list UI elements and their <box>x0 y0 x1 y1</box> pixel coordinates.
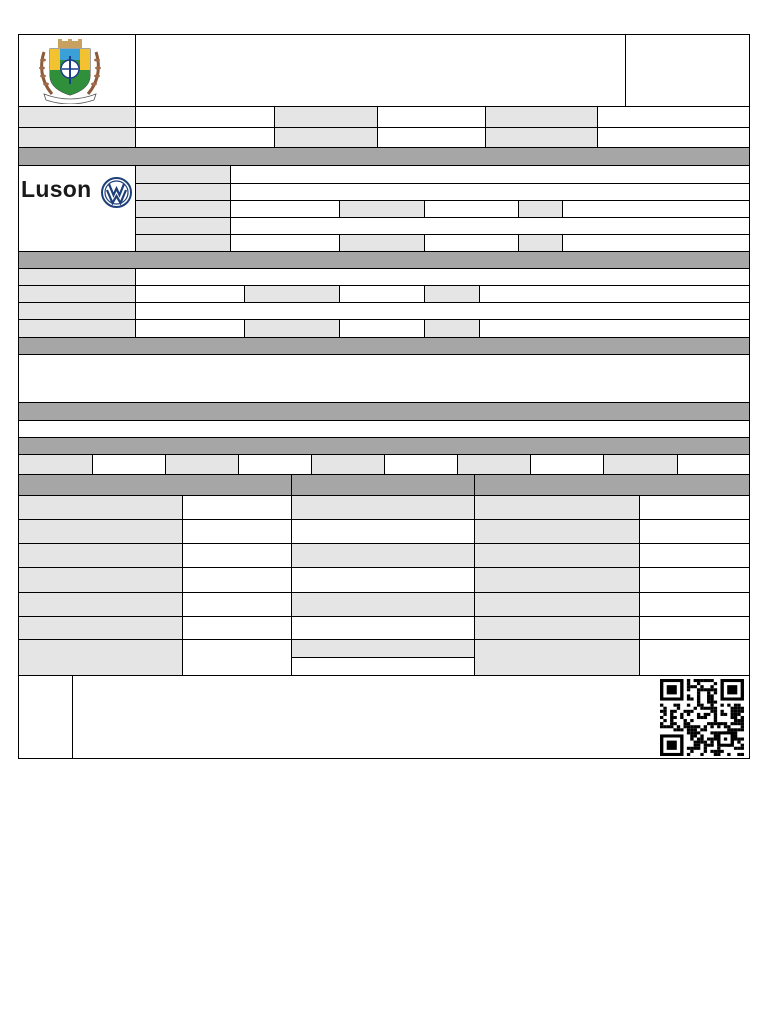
dealer-label-9 <box>519 235 562 252</box>
dealer-label-3 <box>136 201 230 218</box>
customer-label-1 <box>19 269 135 286</box>
municipal-crest-logo <box>38 38 102 104</box>
section-header-dealer <box>19 148 749 165</box>
values-mid-cell-5 <box>292 593 475 617</box>
customer-label-4 <box>424 286 479 303</box>
dealer-label-7 <box>136 235 230 252</box>
section-header-observations <box>19 403 749 420</box>
values-header-2 <box>292 475 475 496</box>
values-right-label-4 <box>475 568 639 593</box>
header-label-2 <box>275 107 377 128</box>
dealer-label-4 <box>340 201 424 218</box>
section-header-customer <box>19 252 749 269</box>
customer-label-8 <box>424 320 479 337</box>
vw-logo-icon <box>101 177 132 208</box>
vehicle-label-5 <box>603 455 677 475</box>
customer-label-7 <box>245 320 339 337</box>
values-left-label-6 <box>19 617 183 640</box>
qr-code-icon <box>660 679 744 756</box>
customer-label-2 <box>19 286 135 303</box>
values-right-label-2 <box>475 520 639 544</box>
header-label-4 <box>19 128 135 148</box>
dealer-label-6 <box>136 218 230 235</box>
values-right-label-3 <box>475 544 639 568</box>
values-left-label-4 <box>19 568 183 593</box>
vehicle-label-3 <box>311 455 384 475</box>
dealer-label-5 <box>519 201 562 218</box>
values-right-label-6 <box>475 617 639 640</box>
customer-label-3 <box>245 286 339 303</box>
values-mid-cell-3 <box>292 544 475 568</box>
header-label-3 <box>486 107 597 128</box>
values-right-label-7 <box>475 640 639 676</box>
vehicle-label-1 <box>19 455 92 475</box>
vehicle-label-2 <box>165 455 238 475</box>
values-left-label-7 <box>19 640 183 676</box>
header-label-5 <box>275 128 377 148</box>
values-mid-cell-1 <box>292 496 475 520</box>
values-header-1 <box>19 475 292 496</box>
vehicle-label-4 <box>457 455 530 475</box>
customer-label-5 <box>19 303 135 320</box>
values-right-label-5 <box>475 593 639 617</box>
values-left-label-3 <box>19 544 183 568</box>
values-header-3 <box>475 475 749 496</box>
dealer-label-2 <box>136 184 230 201</box>
customer-label-6 <box>19 320 135 337</box>
header-label-1 <box>19 107 135 128</box>
section-header-description <box>19 338 749 355</box>
section-header-vehicle <box>19 438 749 455</box>
values-left-label-2 <box>19 520 183 544</box>
dealer-label-1 <box>136 166 230 183</box>
values-right-label-1 <box>475 496 639 520</box>
header-label-6 <box>486 128 597 148</box>
dealer-label-8 <box>340 235 424 252</box>
values-mid-cell-7 <box>292 640 475 658</box>
values-left-label-5 <box>19 593 183 617</box>
dealer-name: Luson <box>21 176 92 202</box>
values-left-label-1 <box>19 496 183 520</box>
